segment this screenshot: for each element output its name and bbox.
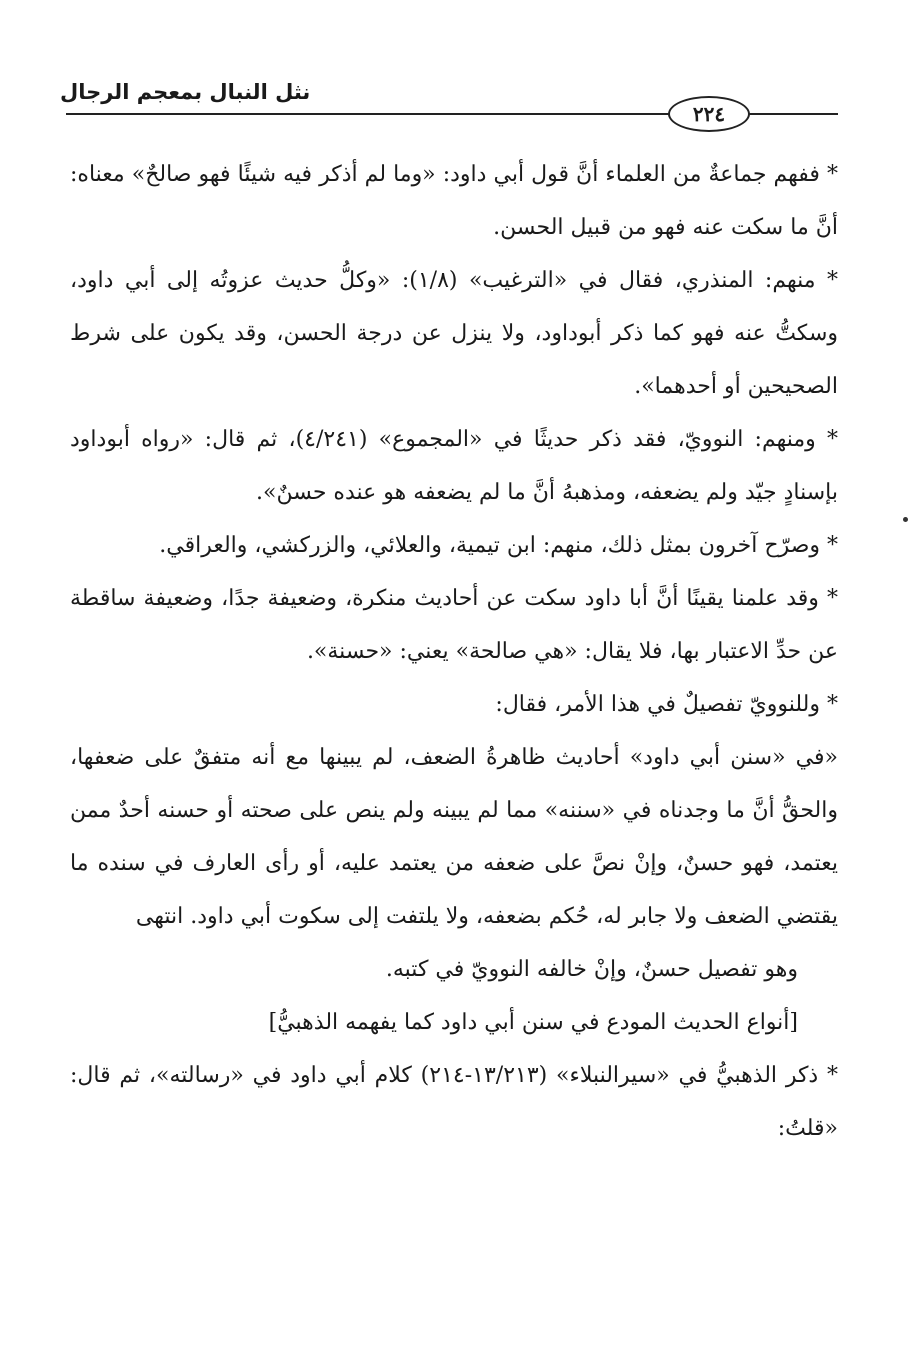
page-number: ٢٢٤	[692, 102, 726, 126]
paragraph: * وصرّح آخرون بمثل ذلك، منهم: ابن تيمية، والعلائي، والزركشي، والعراقي.	[159, 533, 838, 558]
paragraph: * ذكر الذهبيُّ في «سيرالنبلاء» (١٣/٢١٣-٢١٤) كلام أبي داود في «رسالته»، ثم قال: «قلتُ:	[70, 1063, 838, 1141]
paragraph: * منهم: المنذري، فقال في «الترغيب» (١/٨): «وكلُّ حديث عزوتُه إلى أبي داود، وسكتُّ عنه فهو كما ذكر أبوداود، ولا ينزل عن درجة الحسن، وقد يكون على شرط الصحيحين أو أحدهما».	[70, 268, 838, 399]
running-header-title: نثل النبال بمعجم الرجال	[60, 80, 311, 104]
body-text	[70, 148, 838, 1155]
paragraph: * وقد علمنا يقينًا أنَّ أبا داود سكت عن أحاديث منكرة، وضعيفة جدًا، وضعيفة ساقطة عن حدِّ الاعتبار بها، فلا يقال: «هي صالحة» يعني: «حسنة».	[70, 586, 838, 664]
section-heading: [أنواع الحديث المودع في سنن أبي داود كما يفهمه الذهبيُّ]	[268, 1010, 798, 1035]
scan-speck	[903, 517, 908, 522]
quotation: «في «سنن أبي داود» أحاديث ظاهرةُ الضعف، لم يبينها مع أنه متفقٌ على ضعفها، والحقُّ أنَّ ما وجدناه في «سننه» مما لم يبينه ولم ينص على صحته أو حسنه أحدٌ ممن يعتمد، فهو حسنٌ، وإنْ نصَّ على ضعفه من يعتمد عليه، أو رأى العارف في سنده ما يقتضي الضعف ولا جابر له، حُكم بضعفه، ولا يلتفت إلى سكوت أبي داود. انتهى	[70, 745, 838, 929]
paragraph: * ومنهم: النوويّ، فقد ذكر حديثًا في «المجموع» (٤/٢٤١)، ثم قال: «رواه أبوداود بإسنادٍ جيّد ولم يضعفه، ومذهبهُ أنَّ ما لم يضعفه هو عنده حسنٌ».	[70, 427, 838, 505]
paragraph: * وللنوويّ تفصيلٌ في هذا الأمر، فقال:	[495, 692, 838, 717]
paragraph: * ففهم جماعةٌ من العلماء أنَّ قول أبي داود: «وما لم أذكر فيه شيئًا فهو صالحٌ» معناه: أنَّ ما سكت عنه فهو من قبيل الحسن.	[70, 162, 838, 240]
page-number-badge	[668, 96, 750, 132]
paragraph: وهو تفصيل حسنٌ، وإنْ خالفه النوويّ في كتبه.	[385, 957, 798, 982]
